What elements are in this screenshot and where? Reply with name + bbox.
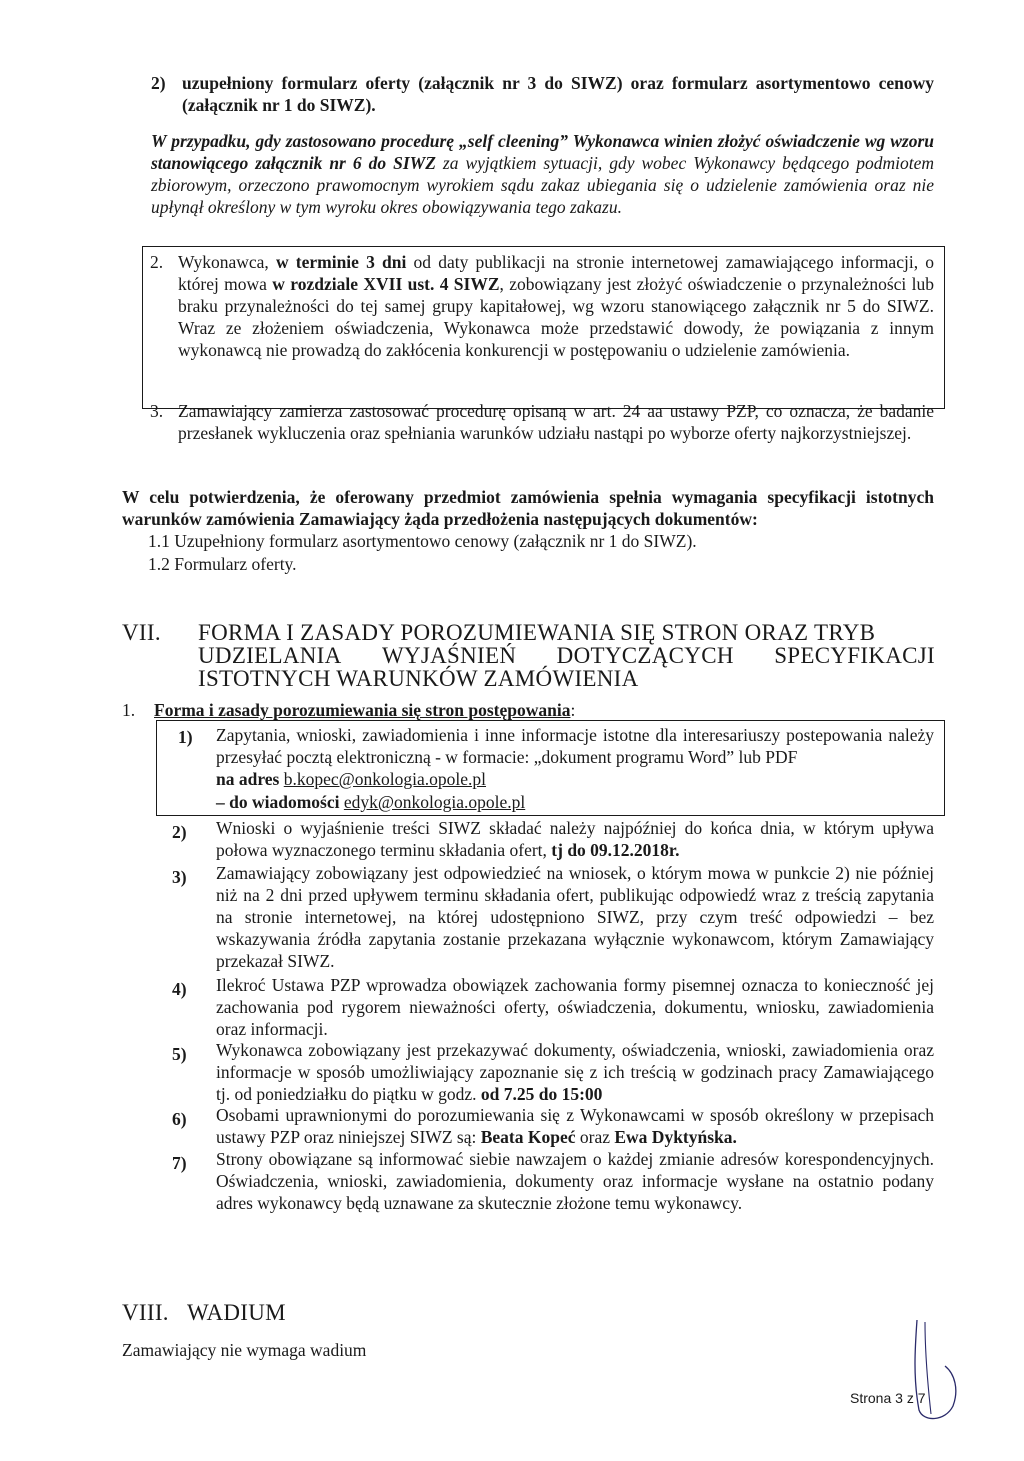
section-title: WADIUM — [187, 1300, 286, 1325]
subsection-colon: : — [570, 700, 576, 720]
text-span-bold: w terminie 3 dni — [275, 252, 407, 272]
confirm-item-1: 1.1 Uzupełniony formularz asortymentowo cenowy (załącznik nr 1 do SIWZ). — [148, 531, 697, 551]
heading-word: SPECYFIKACJI — [774, 643, 935, 668]
grupa-kapitalowa-paragraph — [178, 251, 934, 361]
point-4-text: Ilekroć Ustawa PZP wprowadza obowiązek zachowania formy pisemnej oznacza to konieczność jej zachowania pod rygorem nieważności oferty, oświadczenia, dokumentu, wniosku, zawiadomienia oraz informacji. — [216, 975, 934, 1039]
point-3-text: Zamawiający zobowiązany jest odpowiedzieć na wniosek, o którym mowa w punkcie 2) nie później niż na 2 dni przed upływem terminu składania ofert, publikując odpowiedź wraz z treścią zapytania na stronie internetowej, na której udostępniono SIWZ, przy czym treść odpowiedzi – bez wskazywania źródła zapytania zostanie przekazana wyłącznie wykonawcom, którym Zamawiający przekazał SIWZ. — [216, 863, 934, 971]
self-cleaning-bold: W przypadku, gdy zastosowano procedurę „self cleening” Wykonawca winien złożyć oświadczenie wg wzoru stanowiącego załącznik nr 6 do SIWZ — [151, 131, 934, 173]
item-number: 2) — [151, 73, 166, 93]
section-number: VIII. — [122, 1300, 169, 1325]
subsection-title — [154, 699, 575, 721]
text-span: od daty publikacji na stronie internetowej zamawiającego informacji, o której mowa — [178, 252, 934, 294]
heading-word: UDZIELANIA — [198, 643, 342, 668]
text-span: , zobowiązany jest złożyć oświadczenie o przynależności lub braku przynależności do tej samej grupy kapitałowej, wg wzoru stanowiącego załącznik nr 5 do SIWZ. Wraz ze złożeniem oświadczenia, Wykonawca może przedstawić dowody, że powiązania z innym wykonawcą nie prowadzą do zakłócenia konkurencji w postępowaniu o udzielenie zamówienia. — [178, 274, 934, 360]
text-span: Osobami uprawnionymi do porozumiewania się z Wykonawcami w sposób określony w przepisach ustawy PZP oraz niniejszej SIWZ są: — [216, 1105, 934, 1147]
email-link-primary[interactable]: b.kopec@onkologia.opole.pl — [283, 769, 487, 789]
subsection-number: 1. — [122, 700, 136, 720]
person-name: Ewa Dyktyńska. — [614, 1127, 737, 1147]
text-span-bold: od 7.25 do 15:00 — [480, 1084, 603, 1104]
text-span: oraz — [575, 1127, 615, 1147]
heading-word: DOTYCZĄCYCH — [556, 643, 734, 668]
cc-label: – do wiadomości — [216, 792, 340, 812]
point-2-text — [216, 817, 934, 861]
section-heading-line1: FORMA I ZASADY POROZUMIEWANIA SIĘ STRON ORAZ TRYB — [198, 620, 876, 645]
confirm-item-2: 1.2 Formularz oferty. — [148, 554, 297, 574]
point-5-text — [216, 1039, 934, 1105]
section-number: VII. — [122, 620, 161, 645]
point-number: 2) — [172, 822, 187, 842]
text-span-bold: w rozdziale XVII ust. 4 SIWZ — [272, 274, 500, 294]
self-cleaning-rest: za wyjątkiem sytuacji, gdy wobec Wykonawcy będącego podmiotem zbiorowym, orzeczono prawomocnym wyrokiem sądu zakaz ubiegania się o udzielenie zamówienia oraz nie upłynął określony w tym wyroku okres obowiązywania tego zakazu. — [151, 153, 935, 217]
item-number: 3. — [150, 401, 164, 421]
point-1-cc — [216, 791, 525, 813]
item-number: 2. — [150, 252, 164, 272]
point-number: 7) — [172, 1153, 187, 1173]
wadium-text: Zamawiający nie wymaga wadium — [122, 1340, 367, 1360]
confirm-heading: W celu potwierdzenia, że oferowany przedmiot zamówienia spełnia wymagania specyfikacji istotnych warunków zamówienia Zamawiający żąda przedłożenia następujących dokumentów: — [122, 487, 934, 529]
point-1-text: Zapytania, wnioski, zawiadomienia i inne informacje istotne dla interesariuszy postepowania należy przesyłać pocztą elektroniczną - w formacie: „dokument programu Word” lub PDF — [216, 725, 934, 767]
point-6-text — [216, 1104, 934, 1148]
section-heading-line3: ISTOTNYCH WARUNKÓW ZAMÓWIENIA — [198, 666, 639, 691]
address-label: na adres — [216, 769, 280, 789]
point-7-text: Strony obowiązane są informować siebie nawzajem o każdej zmianie adresów korespondencyjnych. Oświadczenia, wnioski, zawiadomienia, dokumenty oraz informacje wysłane na ostatnio podany adres wykonawcy będą uznawane za skutecznie złożone temu wykonawcy. — [216, 1149, 934, 1213]
point-number: 3) — [172, 867, 187, 887]
page-number: Strona 3 z 7 — [850, 1390, 926, 1406]
item-text: uzupełniony formularz oferty (załącznik nr 3 do SIWZ) oraz formularz asortymentowo cenowy (załącznik nr 1 do SIWZ). — [182, 73, 934, 115]
text-span-bold: tj do 09.12.2018r. — [551, 840, 680, 860]
signature-mark — [895, 1318, 965, 1428]
heading-word: WYJAŚNIEŃ — [381, 643, 517, 668]
point-number: 1) — [178, 727, 193, 747]
text-span: Wykonawca zobowiązany jest przekazywać dokumenty, oświadczenia, wnioski, zawiadomienia oraz informacje w sposób umożliwiający zapoznanie się z ich treścią w godzinach pracy Zamawiającego tj. od poniedziałku do piątku w godz. — [216, 1040, 934, 1104]
subsection-title-text: Forma i zasady porozumiewania się stron postępowania — [154, 700, 571, 720]
point-1-address — [216, 768, 486, 790]
self-cleaning-paragraph — [151, 130, 934, 218]
email-link-cc[interactable]: edyk@onkologia.opole.pl — [343, 792, 526, 812]
point-number: 4) — [172, 979, 187, 999]
person-name: Beata Kopeć — [480, 1127, 576, 1147]
procedura-paragraph: Zamawiający zamierza zastosować procedurę opisaną w art. 24 aa ustawy PZP, co oznacza, że badanie przesłanek wykluczenia oraz spełniania warunków udziału nastąpi po wyborze oferty najkorzystniejszej. — [178, 401, 934, 443]
text-span: Wykonawca, — [178, 252, 276, 272]
point-number: 5) — [172, 1044, 187, 1064]
text-span: Wnioski o wyjaśnienie treści SIWZ składać należy najpóźniej do końca dnia, w którym upływa połowa wyznaczonego terminu składania ofert, — [216, 818, 934, 860]
point-number: 6) — [172, 1109, 187, 1129]
